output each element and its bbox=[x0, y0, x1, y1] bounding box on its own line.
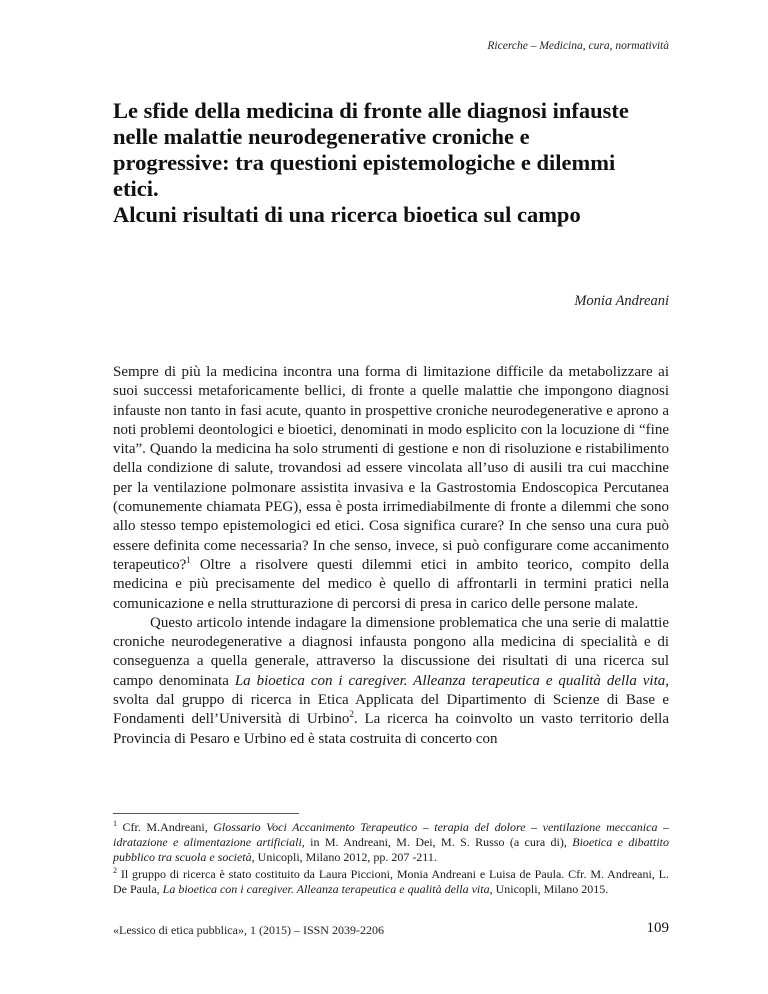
footnote-text: , Unicopli, Milano 2012, pp. 207 -211. bbox=[251, 850, 437, 865]
footnote-ref-1[interactable]: 1 bbox=[186, 554, 191, 565]
footnote-separator bbox=[113, 813, 299, 814]
running-head: Ricerche – Medicina, cura, normatività bbox=[487, 40, 669, 52]
footnote-ref-2[interactable]: 2 bbox=[349, 709, 354, 720]
page-number: 109 bbox=[646, 920, 669, 936]
footnotes bbox=[113, 820, 669, 898]
paragraph-text: , svolta dal gruppo di ricerca in Etica Applicata del Dipartimento di Scienze di Base e Fondamenti dell’Università di Urbino bbox=[113, 672, 669, 728]
title-line: Alcuni risultati di una ricerca bioetica sul campo bbox=[113, 202, 581, 227]
footnote-text: , Unicopli, Milano 2015. bbox=[489, 881, 609, 896]
paragraph-text: Sempre di più la medicina incontra una forma di limitazione difficile da metabolizzare ai suoi successi metaforicamente bellici, di fronte a quelle malattie che impongono diagnosi infauste non tanto in fasi acute, quanto in prospettive croniche neurodegenerative e aprono a noti problemi deontologici e bioetici, denominati in modo esplicito con la locuzione di “fine vita”. Quando la medicina ha solo strumenti di gestione e non di risoluzione e ristabilimento della condizione di salute, trovandosi ad essere vincolata all’uso di ausili tra cui macchine per la ventilazione polmonare assistita invasiva e la Gastrostomia Endoscopica Percutanea (comunemente chiamata PEG), essa è posta irrimediabilmente di fronte a dilemmi che sono allo stesso tempo epistemologici ed etici. Cosa significa curare? In che senso una cura può essere definita come necessaria? In che senso, invece, si può configurare come accanimento terapeutico? bbox=[113, 364, 669, 573]
footnote-text: , in M. Andreani, M. Dei, M. S. Russo (a cura di), bbox=[301, 835, 573, 850]
title-line: nelle malattie neurodegenerative croniche e bbox=[113, 124, 530, 149]
title-line: progressive: tra questioni epistemologiche e dilemmi bbox=[113, 150, 616, 175]
footnote-italic: Glossario Voci Accanimento Terapeutico – terapia del dolore – ventilazione meccanica – idratazione e alimentazione artificiali bbox=[113, 820, 669, 850]
footnote-1 bbox=[113, 820, 669, 866]
footnote-italic: Bioetica e dibattito pubblico tra scuola e società bbox=[113, 835, 669, 865]
paragraph-text: Oltre a risolvere questi dilemmi etici in ambito teorico, compito della medicina e più precisamente del medico è quello di affrontarli in termini pratici nella comunicazione e nella strutturazione di percorsi di presa in carico delle persone malate. bbox=[113, 556, 669, 612]
title-line: etici. bbox=[113, 176, 159, 201]
paragraph-2 bbox=[113, 614, 669, 749]
footnote-number: 1 bbox=[113, 819, 117, 828]
article-body bbox=[113, 363, 669, 749]
footnote-text: Il gruppo di ricerca è stato costituito da Laura Piccioni, Monia Andreani e Luisa de Paula. Cfr. M. Andreani, L. De Paula, bbox=[113, 866, 669, 896]
research-title: La bioetica con i caregiver. Alleanza terapeutica e qualità della vita bbox=[234, 672, 666, 689]
article-title bbox=[113, 98, 673, 228]
paragraph-1 bbox=[113, 363, 669, 614]
footnote-text: Cfr. M.Andreani, bbox=[117, 820, 214, 834]
title-line: Le sfide della medicina di fronte alle diagnosi infauste bbox=[113, 98, 629, 123]
footnote-2 bbox=[113, 867, 669, 897]
paragraph-text: . La ricerca ha coinvolto un vasto territorio della Provincia di Pesaro e Urbino ed è stata costruita di concerto con bbox=[113, 711, 669, 747]
journal-citation: «Lessico di etica pubblica», 1 (2015) – ISSN 2039-2206 bbox=[113, 923, 384, 937]
footnote-number: 2 bbox=[113, 865, 117, 875]
paragraph-text: Questo articolo intende indagare la dimensione problematica che una serie di malattie croniche neurodegenerative a diagnosi infausta pongono alla medicina di specialità e di conseguenza a quella generale, attraverso la discussione dei risultati di una ricerca sul campo denominata bbox=[113, 614, 669, 689]
footnote-italic: La bioetica con i caregiver. Alleanza terapeutica e qualità della vita bbox=[162, 881, 490, 896]
author-name: Monia Andreani bbox=[574, 293, 669, 309]
